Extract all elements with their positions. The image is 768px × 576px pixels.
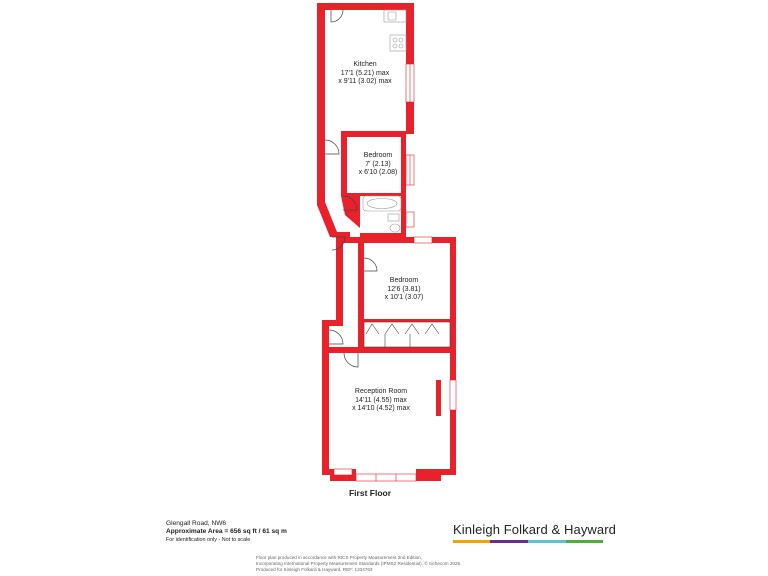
reception-label xyxy=(352,388,410,414)
radiator xyxy=(436,380,441,416)
large-bedroom-dim1: 12'6 (3.81) xyxy=(387,285,421,293)
brand-bar-cyan xyxy=(528,540,566,543)
kitchen-dim2: x 9'11 (3.02) max xyxy=(338,78,392,85)
reception-name: Reception Room xyxy=(354,388,408,395)
brand-name: Kinleigh Folkard & Hayward xyxy=(453,522,617,537)
hall-floor xyxy=(329,243,358,347)
bathroom-floor xyxy=(360,196,401,233)
large-bedroom-dim2: x 10'1 (3.07) xyxy=(384,294,424,301)
property-address: Glengall Road, NW6 xyxy=(166,520,227,527)
brand-bar-purple xyxy=(490,540,528,543)
kitchen-name: Kitchen xyxy=(353,61,377,68)
kitchen-dim1: 17'1 (5.21) max xyxy=(340,69,390,77)
small-bedroom-label xyxy=(359,152,398,178)
floor-label: First Floor xyxy=(348,488,392,498)
brand-bar-orange xyxy=(453,540,490,543)
small-bedroom-name: Bedroom xyxy=(363,152,393,159)
reception-dim1: 14'11 (4.55) max xyxy=(355,396,407,404)
property-area: Approximate Area = 656 sq ft / 61 sq m xyxy=(166,528,287,535)
property-disclaimer: For identification only - Not to scale xyxy=(166,537,251,543)
brand-bar-green xyxy=(566,540,603,543)
large-bedroom-name: Bedroom xyxy=(389,277,419,284)
reception-dim2: x 14'10 (4.52) max xyxy=(352,405,410,412)
bay-floor xyxy=(356,469,416,474)
legal-line-1: Floor plan produced in accordance with RICS Property Measurement 2nd Edition, xyxy=(256,555,422,560)
wardrobe-floor xyxy=(364,322,450,347)
legal-line-2: Incorporating International Property Measurement Standards (IPMS2 Residential). © nichecom 2025. xyxy=(256,561,462,566)
small-bedroom-dim1: 7' (2.13) xyxy=(365,160,391,168)
small-bedroom-dim2: x 6'10 (2.08) xyxy=(358,169,398,176)
kitchen-label xyxy=(338,61,391,87)
legal-line-3: Produced for Kinleigh Folkard & Hayward. REF: 1334763 xyxy=(256,567,373,572)
large-bedroom-label xyxy=(385,277,424,303)
